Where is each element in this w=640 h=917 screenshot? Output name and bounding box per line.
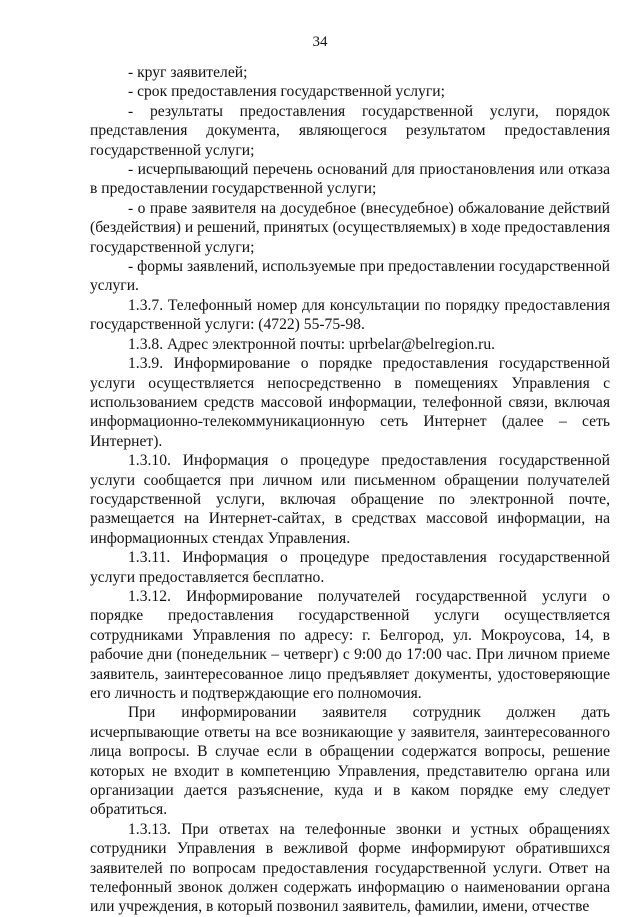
list-item: - круг заявителей; xyxy=(128,64,248,81)
body-text xyxy=(90,63,610,917)
list-item: - формы заявлений, используемые при предоставлении государственной услуги. xyxy=(90,258,610,295)
paragraph-1-3-12: 1.3.12. Информирование получателей государственной услуги о порядке предоставления государственной услуги осуществляется сотрудниками Управления по адресу: г. Белгород, ул. Мокроусова, 14, в рабочие дни (понедельник – четверг) с 9:00 до 17:00 час. При личном приеме заявитель, заинтересованное лицо предъявляет документы, удостоверяющие его личность и подтверждающие его полномочия. xyxy=(90,587,610,702)
paragraph-1-3-10: 1.3.10. Информация о процедуре предоставления государственной услуги сообщается при личном или письменном обращении получателей государственной услуги, включая обращение по электронной почте, размещается на Интернет-сайтах, в средствах массовой информации, на информационных стендах Управления. xyxy=(90,452,610,547)
list-item: - о праве заявителя на досудебное (внесудебное) обжалование действий (бездействия) и решений, принятых (осуществляемых) в ходе предоставления государственной услуги; xyxy=(90,199,610,256)
paragraph-1-3-13: 1.3.13. При ответах на телефонные звонки и устных обращениях сотрудники Управления в вежливой форме информируют обратившихся заявителей по вопросам предоставления государственной услуги. Ответ на телефонный звонок должен содержать информацию о наименовании органа или учреждения, в который позвонил заявитель, фамилии, имени, отчестве xyxy=(90,820,610,916)
paragraph-1-3-8: 1.3.8. Адрес электронной почты: uprbelar@belregion.ru. xyxy=(128,335,496,353)
paragraph-1-3-7: 1.3.7. Телефонный номер для консультации по порядку предоставления государственной услуги: (4722) 55-75-98. xyxy=(90,296,610,334)
list-item: - срок предоставления государственной услуги; xyxy=(128,83,445,101)
paragraph-1-3-11: 1.3.11. Информация о процедуре предоставления государственной услуги предоставляется бесплатно. xyxy=(90,549,610,586)
page-number: 34 xyxy=(312,34,328,50)
list-item: - исчерпывающий перечень оснований для приостановления или отказа в предоставлении государственной услуги; xyxy=(90,161,610,198)
list-item: - результаты предоставления государственной услуги, порядок представления документа, являющегося результатом предоставления государственной услуги; xyxy=(90,102,610,159)
paragraph-1-3-9: 1.3.9. Информирование о порядке предоставления государственной услуги осуществляется непосредственно в помещениях Управления с использованием средств массовой информации, телефонной связи, включая информационно-телекоммуникационную сеть Интернет (далее – сеть Интернет). xyxy=(90,355,610,450)
paragraph-unnumbered: При информировании заявителя сотрудник должен дать исчерпывающие ответы на все возникающие у заявителя, заинтересованного лица вопросы. В случае если в обращении содержатся вопросы, решение которых не входит в компетенцию Управления, представителю органа или организации дается разъяснение, куда и в каком порядке ему следует обратиться. xyxy=(90,704,610,819)
